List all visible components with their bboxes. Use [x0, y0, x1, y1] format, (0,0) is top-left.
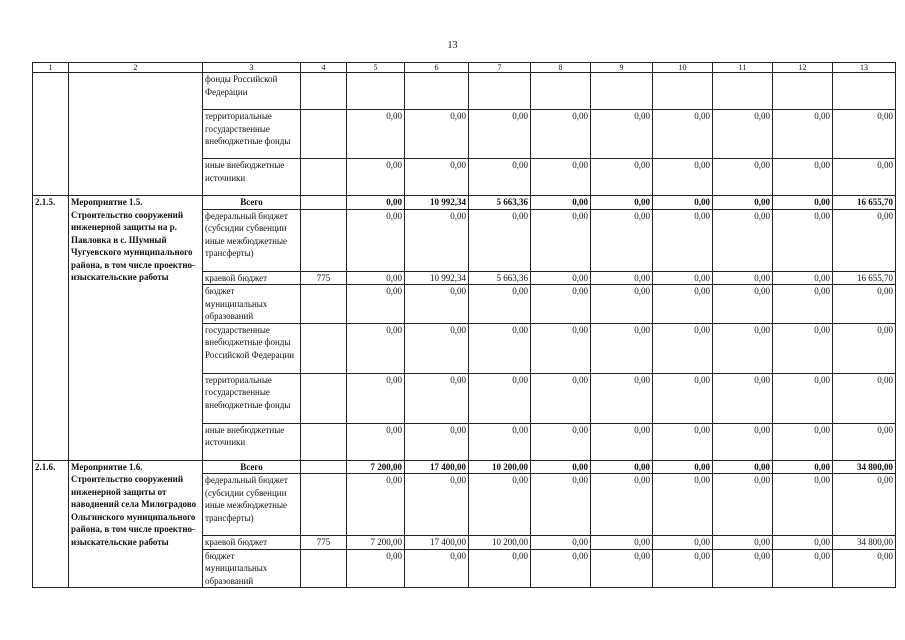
cell	[301, 110, 347, 159]
funding-source: иные внебюджетные источники	[203, 423, 301, 460]
value-cell: 0,00	[773, 323, 833, 373]
value-cell: 0,00	[469, 110, 531, 159]
funding-source: территориальные государственные внебюджетные фонды	[203, 110, 301, 159]
total-row	[33, 196, 896, 210]
budget-code	[301, 209, 347, 271]
value-cell	[405, 73, 469, 110]
value-cell: 0,00	[531, 271, 591, 285]
table-body	[33, 63, 896, 588]
value-cell: 0,00	[405, 373, 469, 423]
value-cell: 17 400,00	[405, 536, 469, 550]
value-cell: 0,00	[833, 474, 896, 536]
value-cell: 0,00	[469, 323, 531, 373]
value-cell: 0,00	[347, 159, 405, 196]
budget-code: 775	[301, 271, 347, 285]
value-cell: 0,00	[531, 323, 591, 373]
budget-code	[301, 549, 347, 588]
value-cell: 0,00	[653, 373, 713, 423]
value-cell: 0,00	[469, 474, 531, 536]
value-cell: 0,00	[591, 209, 653, 271]
value-cell: 0,00	[405, 474, 469, 536]
total-value: 0,00	[591, 196, 653, 210]
value-cell: 0,00	[653, 209, 713, 271]
value-cell: 0,00	[405, 423, 469, 460]
budget-code	[301, 373, 347, 423]
value-cell: 0,00	[713, 110, 773, 159]
value-cell	[469, 73, 531, 110]
value-cell: 0,00	[653, 271, 713, 285]
value-cell: 0,00	[469, 373, 531, 423]
cell	[301, 460, 347, 474]
value-cell: 10 200,00	[469, 536, 531, 550]
value-cell: 0,00	[713, 271, 773, 285]
value-cell: 0,00	[833, 110, 896, 159]
funding-source: краевой бюджет	[203, 271, 301, 285]
value-cell: 0,00	[531, 110, 591, 159]
value-cell: 0,00	[469, 285, 531, 324]
value-cell: 0,00	[531, 536, 591, 550]
value-cell: 0,00	[713, 474, 773, 536]
total-value: 0,00	[653, 460, 713, 474]
value-cell: 0,00	[469, 159, 531, 196]
budget-table	[32, 62, 896, 588]
measure-code: 2.1.5.	[33, 196, 69, 461]
funding-source: бюджет муниципальных образований	[203, 549, 301, 588]
value-cell: 0,00	[833, 549, 896, 588]
total-value: 0,00	[531, 196, 591, 210]
value-cell: 0,00	[773, 373, 833, 423]
column-header: 9	[591, 63, 653, 73]
measure-description: Мероприятие 1.6. Строительство сооружений инженерной защиты от наводнений села Милоградово Ольгинского муниципального района, в том числе проектно-изыскательские работы	[69, 460, 203, 588]
total-value: 17 400,00	[405, 460, 469, 474]
column-header: 12	[773, 63, 833, 73]
column-header: 3	[203, 63, 301, 73]
column-header: 5	[347, 63, 405, 73]
value-cell: 0,00	[347, 285, 405, 324]
value-cell: 0,00	[773, 474, 833, 536]
value-cell: 0,00	[531, 285, 591, 324]
value-cell: 0,00	[591, 271, 653, 285]
column-header: 6	[405, 63, 469, 73]
value-cell: 0,00	[833, 285, 896, 324]
value-cell: 0,00	[347, 474, 405, 536]
value-cell: 0,00	[347, 271, 405, 285]
value-cell	[713, 73, 773, 110]
value-cell: 0,00	[591, 536, 653, 550]
value-cell: 0,00	[773, 423, 833, 460]
value-cell: 0,00	[713, 536, 773, 550]
value-cell: 0,00	[591, 285, 653, 324]
budget-code	[301, 423, 347, 460]
value-cell: 0,00	[653, 110, 713, 159]
value-cell: 34 800,00	[833, 536, 896, 550]
funding-source: Всего	[203, 196, 301, 210]
value-cell: 0,00	[591, 159, 653, 196]
value-cell: 0,00	[347, 110, 405, 159]
funding-source: иные внебюджетные источники	[203, 159, 301, 196]
cell	[301, 196, 347, 210]
total-value: 10 992,34	[405, 196, 469, 210]
total-value: 0,00	[653, 196, 713, 210]
value-cell	[653, 73, 713, 110]
total-value: 10 200,00	[469, 460, 531, 474]
value-cell: 0,00	[591, 423, 653, 460]
value-cell: 0,00	[653, 323, 713, 373]
value-cell: 0,00	[653, 549, 713, 588]
funding-source: государственные внебюджетные фонды Российской Федерации	[203, 323, 301, 373]
total-value: 34 800,00	[833, 460, 896, 474]
budget-code: 775	[301, 536, 347, 550]
value-cell: 10 992,34	[405, 271, 469, 285]
value-cell: 0,00	[653, 285, 713, 324]
value-cell: 0,00	[347, 323, 405, 373]
value-cell: 0,00	[713, 285, 773, 324]
value-cell: 0,00	[531, 474, 591, 536]
measure-code: 2.1.6.	[33, 460, 69, 588]
column-header: 8	[531, 63, 591, 73]
value-cell: 0,00	[713, 323, 773, 373]
total-value: 0,00	[773, 460, 833, 474]
value-cell: 0,00	[773, 285, 833, 324]
funding-source: федеральный бюджет (субсидии субвенции иные межбюджетные трансферты)	[203, 209, 301, 271]
value-cell: 0,00	[773, 159, 833, 196]
value-cell: 5 663,36	[469, 271, 531, 285]
value-cell: 0,00	[713, 549, 773, 588]
value-cell	[347, 73, 405, 110]
value-cell: 0,00	[405, 159, 469, 196]
value-cell: 0,00	[773, 209, 833, 271]
value-cell: 0,00	[469, 423, 531, 460]
value-cell	[773, 73, 833, 110]
value-cell: 0,00	[833, 323, 896, 373]
value-cell: 0,00	[713, 423, 773, 460]
column-header: 11	[713, 63, 773, 73]
value-cell: 0,00	[405, 323, 469, 373]
code-cell	[33, 73, 69, 196]
value-cell: 0,00	[347, 373, 405, 423]
value-cell: 16 655,70	[833, 271, 896, 285]
column-header: 13	[833, 63, 896, 73]
column-header: 7	[469, 63, 531, 73]
funding-source: фонды Российской Федерации	[203, 73, 301, 110]
value-cell: 0,00	[405, 110, 469, 159]
cell	[301, 159, 347, 196]
total-value: 16 655,70	[833, 196, 896, 210]
funding-source: федеральный бюджет (субсидии субвенции иные межбюджетные трансферты)	[203, 474, 301, 536]
total-row	[33, 460, 896, 474]
value-cell: 0,00	[347, 209, 405, 271]
total-value: 0,00	[773, 196, 833, 210]
value-cell: 0,00	[591, 474, 653, 536]
value-cell: 0,00	[653, 423, 713, 460]
value-cell: 0,00	[591, 373, 653, 423]
header-row	[33, 63, 896, 73]
value-cell: 0,00	[469, 549, 531, 588]
cell	[301, 73, 347, 110]
value-cell: 0,00	[653, 474, 713, 536]
budget-code	[301, 474, 347, 536]
value-cell: 0,00	[405, 549, 469, 588]
total-value: 0,00	[531, 460, 591, 474]
value-cell: 0,00	[347, 549, 405, 588]
value-cell: 0,00	[531, 159, 591, 196]
value-cell: 0,00	[773, 536, 833, 550]
value-cell: 0,00	[531, 209, 591, 271]
value-cell: 0,00	[833, 209, 896, 271]
measure-description: Мероприятие 1.5. Строительство сооружений инженерной защиты на р. Павловка в с. Шумный Чугуевского муниципального района, в том числе проектно-изыскательские работы	[69, 196, 203, 461]
value-cell: 0,00	[713, 159, 773, 196]
total-value: 0,00	[591, 460, 653, 474]
value-cell: 0,00	[653, 159, 713, 196]
value-cell: 0,00	[591, 549, 653, 588]
value-cell: 0,00	[347, 423, 405, 460]
value-cell: 0,00	[653, 536, 713, 550]
column-header: 1	[33, 63, 69, 73]
total-value: 0,00	[347, 196, 405, 210]
value-cell: 0,00	[531, 423, 591, 460]
value-cell: 0,00	[773, 549, 833, 588]
value-cell: 0,00	[833, 159, 896, 196]
total-value: 0,00	[713, 460, 773, 474]
page-number: 13	[447, 40, 458, 51]
total-value: 7 200,00	[347, 460, 405, 474]
description-cell	[69, 73, 203, 196]
funding-source: краевой бюджет	[203, 536, 301, 550]
value-cell: 0,00	[531, 373, 591, 423]
value-cell	[591, 73, 653, 110]
value-cell: 0,00	[531, 549, 591, 588]
value-cell: 0,00	[591, 323, 653, 373]
value-cell: 7 200,00	[347, 536, 405, 550]
value-cell	[531, 73, 591, 110]
value-cell: 0,00	[713, 373, 773, 423]
value-cell: 0,00	[591, 110, 653, 159]
value-cell: 0,00	[405, 285, 469, 324]
value-cell	[833, 73, 896, 110]
column-header: 2	[69, 63, 203, 73]
value-cell: 0,00	[833, 373, 896, 423]
value-cell: 0,00	[773, 110, 833, 159]
value-cell: 0,00	[405, 209, 469, 271]
funding-source: Всего	[203, 460, 301, 474]
value-cell: 0,00	[713, 209, 773, 271]
value-cell: 0,00	[833, 423, 896, 460]
column-header: 4	[301, 63, 347, 73]
value-cell: 0,00	[469, 209, 531, 271]
funding-source: бюджет муниципальных образований	[203, 285, 301, 324]
total-value: 5 663,36	[469, 196, 531, 210]
column-header: 10	[653, 63, 713, 73]
budget-code	[301, 285, 347, 324]
value-cell: 0,00	[773, 271, 833, 285]
table-row	[33, 73, 896, 110]
funding-source: территориальные государственные внебюджетные фонды	[203, 373, 301, 423]
budget-code	[301, 323, 347, 373]
total-value: 0,00	[713, 196, 773, 210]
